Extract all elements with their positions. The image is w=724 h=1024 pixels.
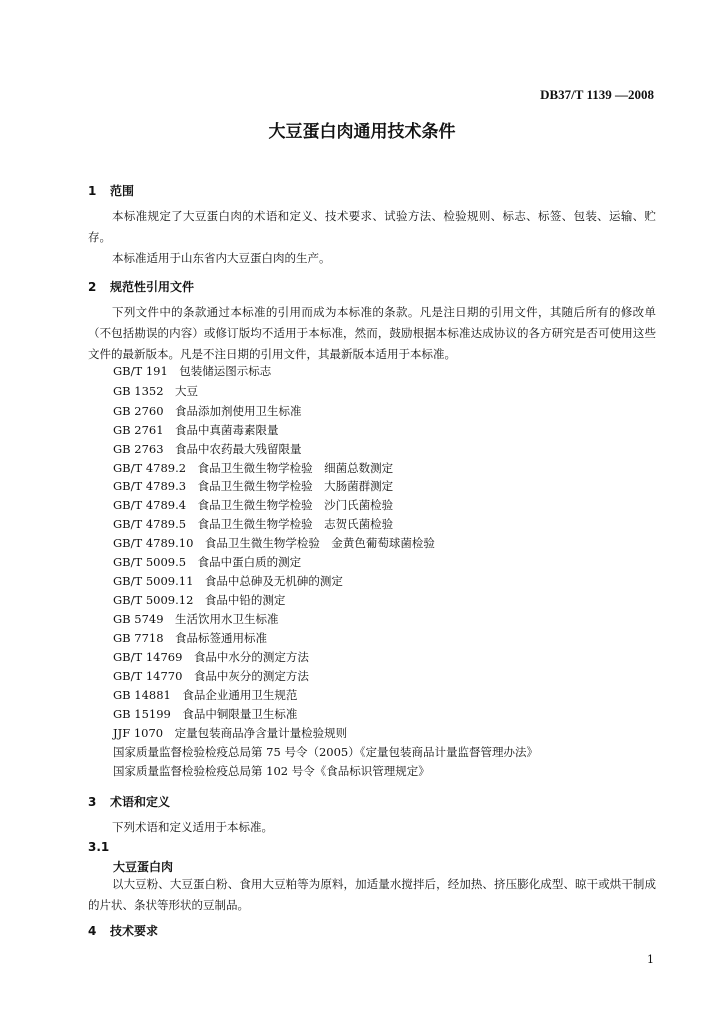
reference-item: GB/T 4789.2 食品卫生微生物学检验 细菌总数测定 [113,461,394,475]
normative-references-intro: 下列文件中的条款通过本标准的引用而成为本标准的条款。凡是注日期的引用文件，其随后所有的修改单（不包括勘误的内容）或修订版均不适用于本标准，然而，鼓励根据本标准达成协议的各方研究是否可使用这些文件的最新版本。凡是不注日期的引用文件，其最新版本适用于本标准。 [88,305,656,361]
reference-item: 国家质量监督检验检疫总局第 102 号令《食品标识管理规定》 [113,764,430,778]
section-title: 规范性引用文件 [110,280,195,294]
reference-item: GB 2761 食品中真菌毒素限量 [113,423,279,437]
reference-item: GB 1352 大豆 [113,384,199,398]
section-number: 3 [88,795,97,809]
reference-item: GB/T 4789.3 食品卫生微生物学检验 大肠菌群测定 [113,479,394,493]
section-heading-3 [88,793,170,810]
term-name: 大豆蛋白肉 [113,860,174,874]
reference-item: GB 7718 食品标签通用标准 [113,631,268,645]
section-title: 技术要求 [110,924,159,938]
reference-item: GB/T 14770 食品中灰分的测定方法 [113,669,309,683]
section-number: 1 [88,184,97,198]
section-number: 4 [88,924,97,938]
reference-item: GB/T 5009.12 食品中铅的测定 [113,593,286,607]
reference-item: GB/T 191 包装储运图示标志 [113,364,272,378]
term-number: 3.1 [88,840,110,854]
reference-item: GB/T 4789.5 食品卫生微生物学检验 志贺氏菌检验 [113,517,394,531]
reference-item: GB 5749 生活饮用水卫生标准 [113,612,279,626]
section-heading-4 [88,922,158,939]
section-title: 范围 [110,184,135,198]
reference-item: GB/T 5009.11 食品中总砷及无机砷的测定 [113,574,343,588]
reference-item: GB 2760 食品添加剂使用卫生标准 [113,404,302,418]
reference-item: 国家质量监督检验检疫总局第 75 号令（2005）《定量包装商品计量监督管理办法》 [113,745,538,759]
scope-paragraph-1: 本标准规定了大豆蛋白肉的术语和定义、技术要求、试验方法、检验规则、标志、标签、包装、运输、贮存。 [88,209,656,244]
section-heading-2 [88,278,194,295]
term-definition: 以大豆粉、大豆蛋白粉、食用大豆粕等为原料，加适量水搅拌后，经加热、挤压膨化成型、晾干或烘干制成的片状、条状等形状的豆制品。 [88,877,656,912]
reference-item: GB 2763 食品中农药最大残留限量 [113,442,302,456]
reference-item: GB 15199 食品中铜限量卫生标准 [113,707,298,721]
scope-paragraph-2: 本标准适用于山东省内大豆蛋白肉的生产。 [112,251,331,265]
reference-item: GB/T 5009.5 食品中蛋白质的测定 [113,555,302,569]
reference-item: GB/T 4789.4 食品卫生微生物学检验 沙门氏菌检验 [113,498,394,512]
terms-intro: 下列术语和定义适用于本标准。 [112,820,273,834]
reference-item: GB/T 4789.10 食品卫生微生物学检验 金黄色葡萄球菌检验 [113,536,435,550]
page-number: 1 [647,953,654,966]
section-number: 2 [88,280,97,294]
section-title: 术语和定义 [110,795,171,809]
reference-item: JJF 1070 定量包装商品净含量计量检验规则 [113,726,348,740]
section-heading-1 [88,182,134,199]
standard-code: DB37/T 1139 —2008 [540,87,654,102]
reference-item: GB/T 14769 食品中水分的测定方法 [113,650,309,664]
reference-item: GB 14881 食品企业通用卫生规范 [113,688,298,702]
document-title: 大豆蛋白肉通用技术条件 [268,122,456,142]
